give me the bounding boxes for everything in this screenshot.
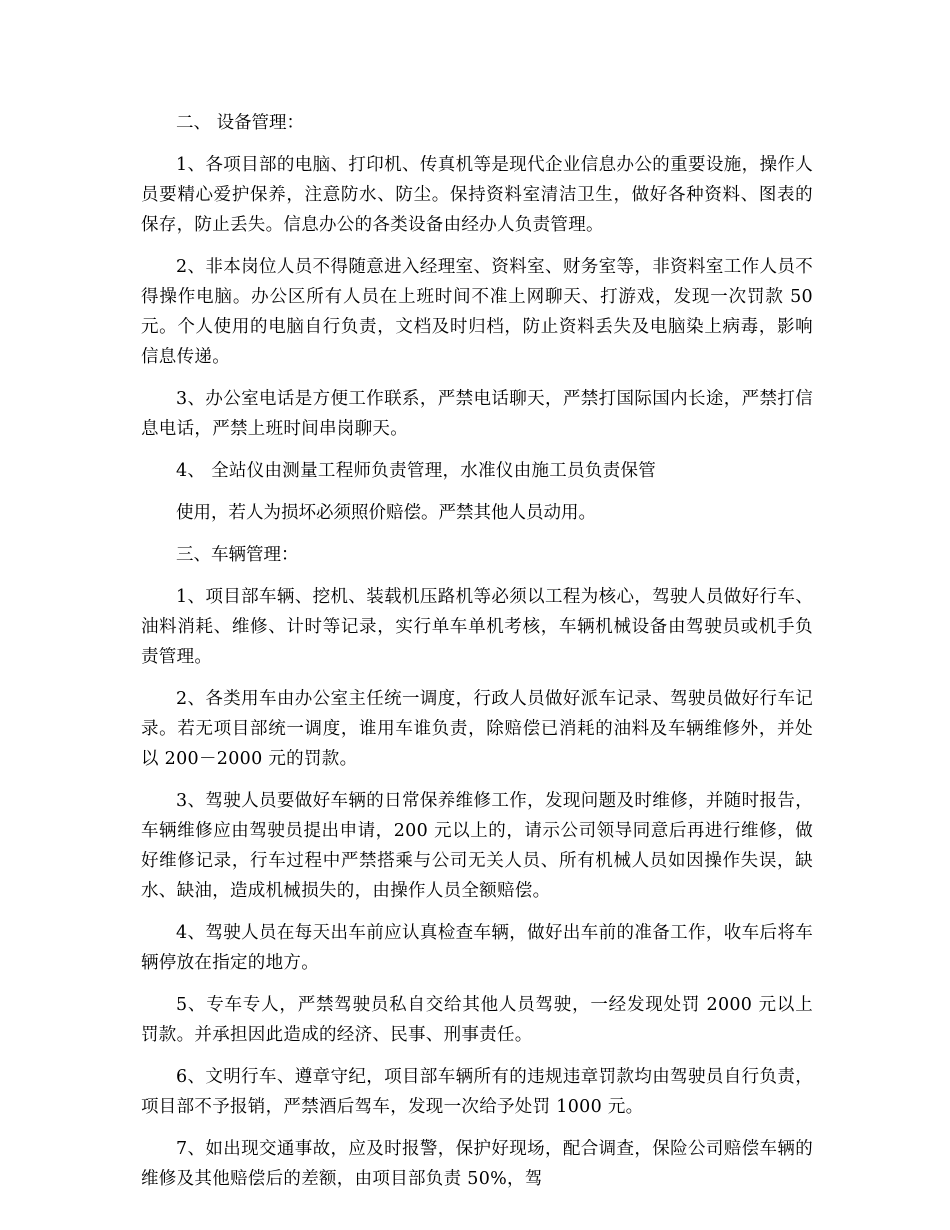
vehicle-item-1: 1、项目部车辆、挖机、装载机压路机等必须以工程为核心，驾驶人员做好行车、油料消耗、维修、计时等记录，实行单车单机考核，车辆机械设备由驾驶员或机手负责管理。 [141,587,813,667]
equipment-item-3: 3、办公室电话是方便工作联系，严禁电话聊天，严禁打国际国内长途，严禁打信息电话，严禁上班时间串岗聊天。 [141,389,813,439]
vehicle-item-4: 4、驾驶人员在每天出车前应认真检查车辆，做好出车前的准备工作，收车后将车辆停放在指定的地方。 [141,923,813,973]
document-body [141,108,813,1206]
equipment-item-4: 4、 全站仪由测量工程师负责管理，水准仪由施工员负责保管 [176,461,657,481]
vehicle-item-5: 5、专车专人，严禁驾驶员私自交给其他人员驾驶，一经发现处罚 2000 元以上罚款。并承担因此造成的经济、民事、刑事责任。 [141,995,813,1045]
vehicle-item-3: 3、驾驶人员要做好车辆的日常保养维修工作，发现问题及时维修，并随时报告，车辆维修应由驾驶员提出申请，200 元以上的，请示公司领导同意后再进行维修，做好维修记录，行车过程中严禁搭乘与公司无关人员、所有机械人员如因操作失误，缺水、缺油，造成机械损失的，由操作人员全额赔偿。 [141,791,813,901]
equipment-item-4-continuation: 使用，若人为损坏必须照价赔偿。严禁其他人员动用。 [176,503,596,523]
vehicle-item-7: 7、如出现交通事故，应及时报警，保护好现场，配合调查，保险公司赔偿车辆的维修及其他赔偿后的差额，由项目部负责 50%，驾 [141,1139,813,1189]
vehicle-item-6: 6、文明行车、遵章守纪，项目部车辆所有的违规违章罚款均由驾驶员自行负责，项目部不予报销，严禁酒后驾车，发现一次给予处罚 1000 元。 [141,1067,813,1117]
vehicle-item-2: 2、各类用车由办公室主任统一调度，行政人员做好派车记录、驾驶员做好行车记录。若无项目部统一调度，谁用车谁负责，除赔偿已消耗的油料及车辆维修外，并处以 200－2000 元的罚款。 [141,689,813,769]
section-heading-vehicles: 三、车辆管理： [176,545,299,565]
equipment-item-1: 1、各项目部的电脑、打印机、传真机等是现代企业信息办公的重要设施，操作人员要精心爱护保养，注意防水、防尘。保持资料室清洁卫生，做好各种资料、图表的保存，防止丢失。信息办公的各类设备由经办人负责管理。 [141,155,813,235]
equipment-item-2: 2、非本岗位人员不得随意进入经理室、资料室、财务室等，非资料室工作人员不得操作电脑。办公区所有人员在上班时间不准上网聊天、打游戏，发现一次罚款 50 元。个人使用的电脑自行负责，文档及时归档，防止资料丢失及电脑染上病毒，影响信息传递。 [141,257,813,367]
section-heading-equipment: 二、 设备管理： [176,113,305,133]
